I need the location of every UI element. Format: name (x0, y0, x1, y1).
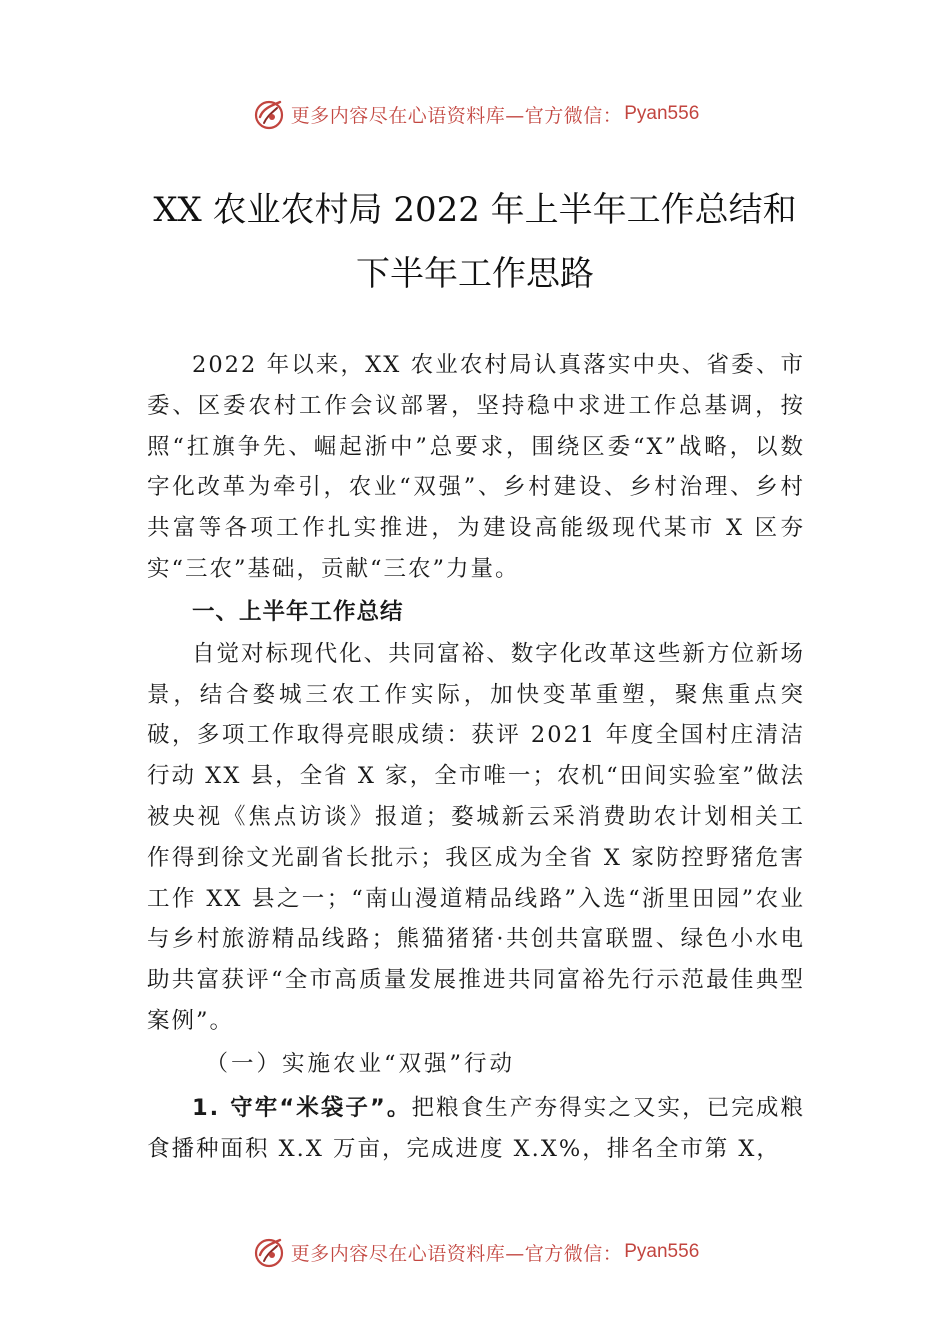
watermark-wechat-id: Pyan556 (624, 103, 700, 124)
intro-paragraph: 2022 年以来，XX 农业农村局认真落实中央、省委、市委、区委农村工作会议部署，坚持稳中求进工作总基调，按照“扛旗争先、崛起浙中”总要求，围绕区委“X”战略，以数字化改革为牵引，农业“双强”、乡村建设、乡村治理、乡村共富等各项工作扎实推进，为建设高能级现代某市 X 区夯实“三农”基础，贡献“三农”力量。 (147, 352, 805, 582)
document-title-line-1: XX 农业农村局 2022 年上半年工作总结和 (153, 190, 797, 230)
brand-logo-icon (251, 96, 287, 132)
watermark-banner-top (0, 94, 950, 134)
document-title-line-2: 下半年工作思路 (356, 254, 594, 294)
item-1-paragraph (147, 1088, 805, 1170)
item-1-title: 1. 守牢“米袋子”。 (192, 1094, 412, 1121)
watermark-text: 更多内容尽在心语资料库—官方微信： (290, 104, 623, 127)
item-1-text: 把粮食生产夯得实之又实，已完成粮食播种面积 X.X 万亩，完成进度 X.X%，排名全市第 X， (147, 1094, 805, 1162)
subsection-heading-1: （一）实施农业“双强”行动 (205, 1050, 516, 1077)
watermark-banner-bottom (0, 1232, 950, 1272)
section-1-paragraph: 自觉对标现代化、共同富裕、数字化改革这些新方位新场景，结合婺城三农工作实际，加快变革重塑，聚焦重点突破，多项工作取得亮眼成绩：获评 2021 年度全国村庄清洁行动 XX 县，全省 X 家，全市唯一；农机“田间实验室”做法被央视《焦点访谈》报道；婺城新云采消费助农计划相关工作得到徐文光副省长批示；我区成为全省 X 家防控野猪危害工作 XX 县之一；“南山漫道精品线路”入选“浙里田园”农业与乡村旅游精品线路；熊猫猪猪·共创共富联盟、绿色小水电助共富获评“全市高质量发展推进共同富裕先行示范最佳典型案例”。 (147, 640, 805, 1034)
document-body (147, 345, 805, 1169)
brand-logo-icon (251, 1234, 287, 1270)
section-heading-1: 一、上半年工作总结 (192, 598, 404, 625)
watermark-text: 更多内容尽在心语资料库—官方微信： (290, 1242, 623, 1265)
watermark-wechat-id: Pyan556 (624, 1241, 700, 1262)
